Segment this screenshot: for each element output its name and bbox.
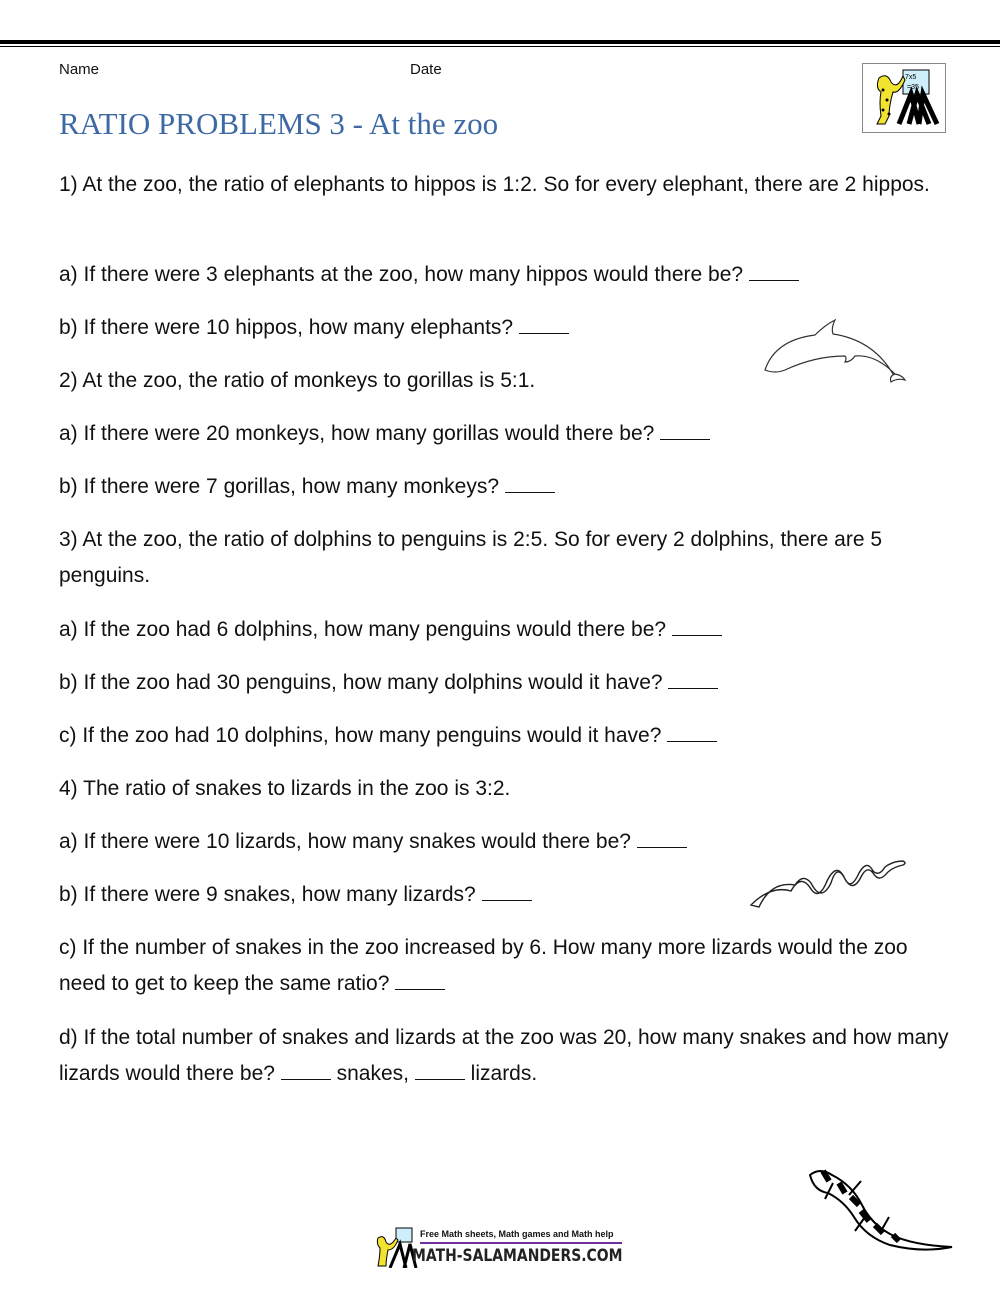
question-4c (59, 930, 949, 1002)
svg-text:=35: =35 (907, 84, 919, 91)
question-3a (59, 612, 949, 648)
answer-blank[interactable] (672, 634, 722, 636)
answer-blank[interactable] (519, 332, 569, 334)
question-text: b) If there were 7 gorillas, how many monkeys? (59, 475, 505, 498)
question-text: a) If there were 3 elephants at the zoo, how many hippos would there be? (59, 263, 749, 286)
question-text: b) If there were 10 hippos, how many elephants? (59, 316, 519, 339)
answer-blank[interactable] (749, 279, 799, 281)
question-1a (59, 257, 949, 293)
answer-blank[interactable] (482, 899, 532, 901)
salamander-logo (862, 63, 946, 133)
question-text: b) If there were 9 snakes, how many lizards? (59, 883, 482, 906)
question-2b (59, 469, 949, 505)
footer-divider (420, 1242, 622, 1244)
question-text: a) If there were 20 monkeys, how many gorillas would there be? (59, 422, 661, 445)
question-text: 3) At the zoo, the ratio of dolphins to penguins is 2:5. So for every 2 dolphins, there are 5 penguins. (59, 528, 883, 587)
snake-illustration (748, 855, 918, 915)
question-text: lizards. (464, 1062, 538, 1085)
answer-blank-snakes[interactable] (281, 1078, 331, 1080)
question-text: c) If the zoo had 10 dolphins, how many penguins would it have? (59, 724, 668, 747)
question-3b (59, 665, 949, 701)
question-text: snakes, (330, 1062, 415, 1085)
footer-logo[interactable] (374, 1226, 626, 1268)
question-text: 1) At the zoo, the ratio of elephants to hippos is 1:2. So for every elephant, there are 2 hippos. (59, 173, 930, 196)
footer-site-name[interactable]: MATH-SALAMANDERS.COM (412, 1246, 623, 1266)
name-label: Name (59, 61, 100, 78)
question-4d (59, 1020, 949, 1092)
question-1-intro (59, 167, 949, 203)
question-text: d) If the total number of snakes and lizards at the zoo was 20, how many snakes and how many lizards would there be? (59, 1026, 949, 1085)
svg-text:7x5: 7x5 (905, 74, 917, 81)
dolphin-illustration (760, 310, 915, 390)
question-3c (59, 718, 949, 754)
answer-blank[interactable] (667, 740, 717, 742)
answer-blank[interactable] (660, 438, 710, 440)
question-text: b) If the zoo had 30 penguins, how many dolphins would it have? (59, 671, 669, 694)
question-text: c) If the number of snakes in the zoo increased by 6. How many more lizards would the zoo need to get to keep the same ratio? (59, 936, 908, 995)
question-2a (59, 416, 949, 452)
answer-blank[interactable] (668, 687, 718, 689)
question-text: 2) At the zoo, the ratio of monkeys to gorillas is 5:1. (59, 369, 536, 392)
header-rule-thin (0, 46, 1000, 47)
header-rule (0, 40, 1000, 44)
question-text: a) If there were 10 lizards, how many snakes would there be? (59, 830, 637, 853)
salamander-illustration (805, 1165, 955, 1260)
question-text: 4) The ratio of snakes to lizards in the zoo is 3:2. (59, 777, 511, 800)
question-3-intro (59, 522, 949, 594)
question-4-intro (59, 771, 949, 807)
footer-tagline: Free Math sheets, Math games and Math help (420, 1229, 614, 1239)
answer-blank[interactable] (395, 988, 445, 990)
answer-blank[interactable] (505, 491, 555, 493)
answer-blank[interactable] (637, 846, 687, 848)
page-title: RATIO PROBLEMS 3 - At the zoo (59, 106, 499, 141)
date-label: Date (410, 61, 442, 78)
answer-blank-lizards[interactable] (415, 1078, 465, 1080)
question-text: a) If the zoo had 6 dolphins, how many penguins would there be? (59, 618, 672, 641)
